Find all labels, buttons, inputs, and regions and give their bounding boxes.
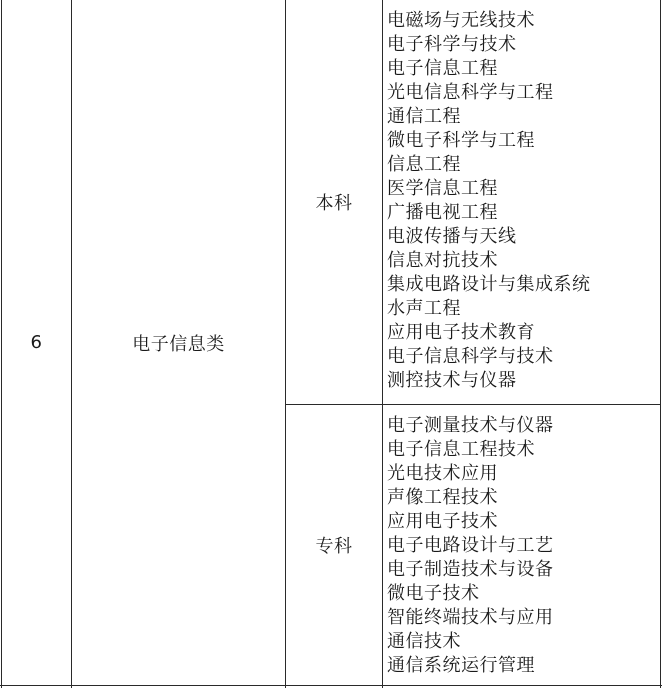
list-item: 电子信息工程 — [387, 58, 498, 79]
list-item: 广播电视工程 — [387, 202, 498, 223]
list-item: 电磁场与无线技术 — [387, 10, 535, 31]
list-item: 通信技术 — [387, 631, 461, 652]
list-item: 光电技术应用 — [387, 463, 498, 484]
row-index-cell — [2, 0, 71, 685]
list-item: 电子测量技术与仪器 — [387, 415, 554, 436]
table-column-divider-3 — [382, 0, 383, 688]
list-item: 电子信息工程技术 — [387, 439, 535, 460]
list-item: 电波传播与天线 — [387, 226, 517, 247]
list-item: 电子科学与技术 — [387, 34, 517, 55]
row-index: 6 — [30, 332, 43, 353]
level-cell-undergraduate — [286, 0, 382, 404]
list-item: 水声工程 — [387, 298, 461, 319]
majors-list-associate — [387, 414, 554, 678]
list-item: 微电子科学与工程 — [387, 130, 535, 151]
list-item: 通信工程 — [387, 106, 461, 127]
list-item: 微电子技术 — [387, 583, 480, 604]
list-item: 电子电路设计与工艺 — [387, 535, 554, 556]
list-item: 应用电子技术 — [387, 511, 498, 532]
list-item: 测控技术与仪器 — [387, 370, 517, 391]
category-cell — [72, 0, 285, 685]
level-cell-associate — [286, 405, 382, 685]
list-item: 通信系统运行管理 — [387, 655, 535, 676]
list-item: 集成电路设计与集成系统 — [387, 274, 591, 295]
list-item: 应用电子技术教育 — [387, 322, 535, 343]
level-label-undergraduate: 本科 — [315, 193, 353, 214]
list-item: 电子制造技术与设备 — [387, 559, 554, 580]
list-item: 智能终端技术与应用 — [387, 607, 554, 628]
list-item: 医学信息工程 — [387, 178, 498, 199]
list-item: 信息工程 — [387, 154, 461, 175]
level-label-associate: 专科 — [315, 536, 353, 557]
list-item: 声像工程技术 — [387, 487, 498, 508]
table-right-border — [660, 0, 661, 688]
table-bottom-border — [0, 685, 662, 686]
list-item: 电子信息科学与技术 — [387, 346, 554, 367]
majors-list-undergraduate — [387, 9, 591, 393]
list-item: 信息对抗技术 — [387, 250, 498, 271]
list-item: 光电信息科学与工程 — [387, 82, 554, 103]
category-name: 电子信息类 — [132, 333, 225, 355]
